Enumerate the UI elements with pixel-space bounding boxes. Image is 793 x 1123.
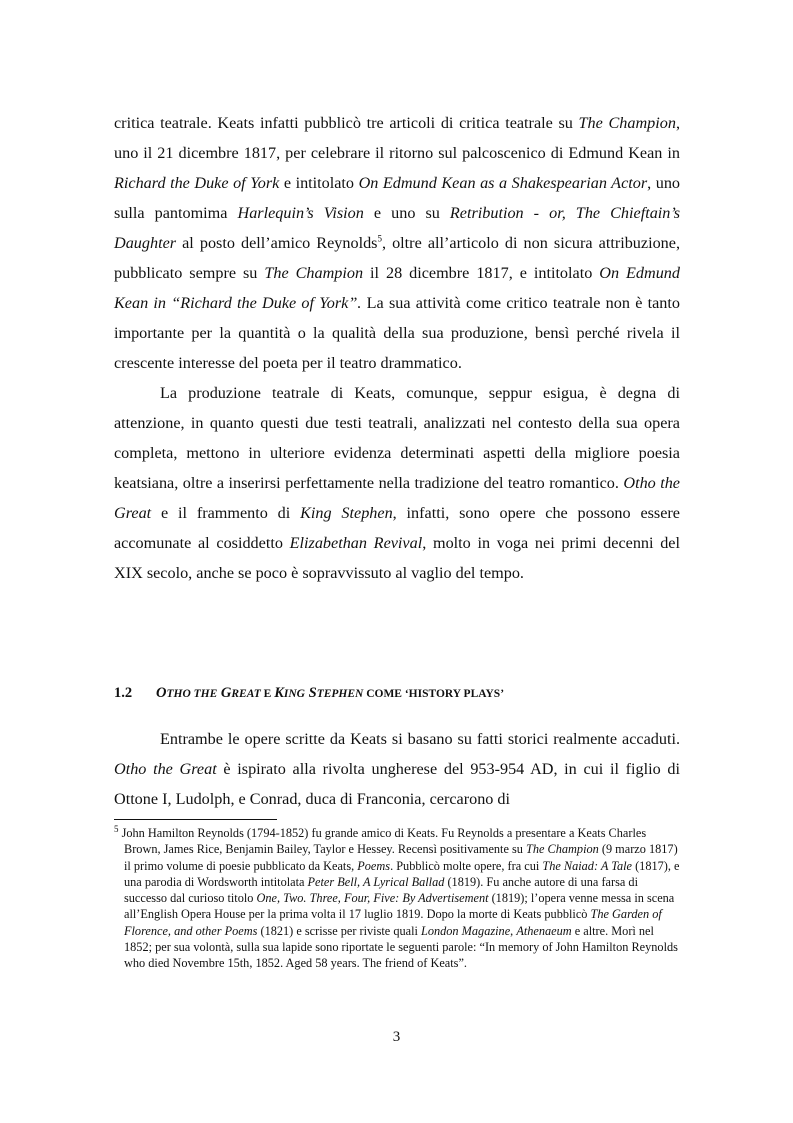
title-part: S: [304, 685, 317, 701]
italic-title: Athenaeum: [516, 923, 572, 938]
italic-title: Richard the Duke of York: [114, 174, 280, 192]
text-run: . Pubblicò molte opere, fra cui: [390, 858, 543, 873]
text-run: e uno su: [363, 204, 450, 222]
paragraph-1: [114, 108, 680, 378]
title-part: COME ‘HISTORY PLAYS’: [363, 688, 505, 700]
footnote-text: [114, 825, 680, 972]
text-run: La produzione teatrale di Keats, comunque, seppur esigua, è degna di attenzione, in quanto questi due testi teatrali, analizzati nel contesto della sua opera completa, mettono in ulteriore evidenza determinati aspetti della migliore poesia keatsiana, oltre a inserirsi perfettamente nella tradizione del teatro romantico.: [114, 384, 680, 492]
text-run: (9 marzo 1817) il primo volume di poesie pubblicato da Keats,: [124, 842, 678, 873]
footnote-reference[interactable]: 5: [377, 233, 382, 244]
paragraph-3: [114, 724, 680, 814]
title-part: TEPHEN: [316, 688, 364, 700]
text-run: e altre. Morì nel 1852; per sua volontà, sulla sua lapide sono riportate le seguenti parole: “In memory of John Hamilton Reynolds who died Novembre 15th, 1852. Aged 58 years. The friend of Keats”.: [124, 923, 678, 971]
italic-title: On Edmund Kean in “Richard the Duke of York”.: [114, 264, 680, 312]
italic-title: Elizabethan Revival: [289, 534, 423, 552]
footnote-separator: [114, 819, 277, 820]
footnote: [114, 825, 680, 972]
text-run: Entrambe le opere scritte da Keats si basano su fatti storici realmente accaduti.: [160, 730, 680, 748]
text-run: John Hamilton Reynolds (1794-1852) fu grande amico di Keats. Fu Reynolds a presentare a Keats Charles Brown, James Rice, Benjamin Bailey, Taylor e Hessey. Recensì positivamente su: [118, 826, 647, 857]
italic-title: The Champion: [578, 114, 676, 132]
title-part: THO THE: [166, 688, 218, 700]
title-part: E: [260, 688, 275, 700]
text-run: , oltre all’articolo di non sicura attribuzione, pubblicato sempre su: [114, 234, 680, 282]
italic-title: Retribution - or, The Chieftain’s Daughter: [114, 204, 680, 252]
body-text-top: [114, 108, 680, 588]
text-run: , uno sulla pantomima: [114, 174, 681, 222]
body-text-bottom: [114, 724, 680, 814]
text-run: (1819). Fu anche autore di una farsa di successo dal curioso titolo: [124, 874, 638, 906]
section-heading: [114, 683, 680, 704]
italic-title: Peter Bell, A Lyrical Ballad: [307, 874, 445, 889]
italic-title: On Edmund Kean as a Shakespearian Actor: [358, 174, 648, 192]
italic-title: The Champion: [526, 842, 599, 857]
title-part: K: [274, 685, 284, 701]
text-run: , uno il 21 dicembre 1817, per celebrare il ritorno sul palcoscenico di Edmund Kean in: [114, 114, 680, 162]
italic-title: Otho the Great: [114, 474, 680, 522]
italic-title: Harlequin’s Vision: [237, 204, 364, 222]
text-run: e il frammento di: [151, 504, 301, 522]
text-run: ,: [510, 923, 517, 938]
page-number: 3: [392, 1029, 401, 1045]
text-run: (1817), e una parodia di Wordsworth intitolata: [124, 858, 680, 889]
italic-title: London Magazine: [421, 923, 511, 938]
italic-title: The Naiad: A Tale: [542, 858, 633, 873]
title-part: REAT: [231, 688, 261, 700]
section-title: [156, 685, 261, 701]
text-run: critica teatrale. Keats infatti pubblicò tre articoli di critica teatrale su: [114, 114, 579, 132]
italic-title: The Garden of Florence, and other Poems: [124, 907, 662, 938]
text-run: , molto in voga nei primi decenni del XIX secolo, anche se poco è sopravvissuto al vaglio del tempo.: [114, 534, 680, 582]
section-number: 1.2: [114, 685, 133, 701]
text-run: La sua attività come critico teatrale non è tanto importante per la quantità o la qualità della sua produzione, bensì perché rivela il crescente interesse del poeta per il teatro drammatico.: [114, 294, 680, 372]
footnote-mark: 5: [114, 823, 119, 834]
paragraph-2: [114, 378, 680, 588]
italic-title: King Stephen: [300, 504, 393, 522]
text-run: (1819); l’opera venne messa in scena all’English Opera House per la prima volta il 17 luglio 1819. Dopo la morte di Keats pubblicò: [124, 891, 675, 922]
italic-title: Poems: [357, 858, 391, 873]
title-part: ING: [283, 688, 305, 700]
title-part: O: [156, 685, 167, 701]
italic-title: Otho the Great: [114, 760, 217, 778]
text-run: il 28 dicembre 1817, e intitolato: [363, 264, 600, 282]
section-title: [274, 685, 363, 701]
italic-title: The Champion: [264, 264, 364, 282]
title-part: G: [217, 685, 232, 701]
text-run: (1821) e scrisse per riviste quali: [257, 923, 421, 938]
text-run: è ispirato alla rivolta ungherese del 953-954 AD, in cui il figlio di Ottone I, Ludolph, e Conrad, duca di Franconia, cercarono di: [114, 760, 680, 808]
text-run: , infatti, sono opere che possono essere accomunate al cosiddetto: [114, 504, 680, 552]
text-run: al posto dell’amico Reynolds: [176, 234, 378, 252]
italic-title: One, Two. Three, Four, Five: By Advertisement: [256, 891, 489, 906]
text-run: e intitolato: [279, 174, 359, 192]
